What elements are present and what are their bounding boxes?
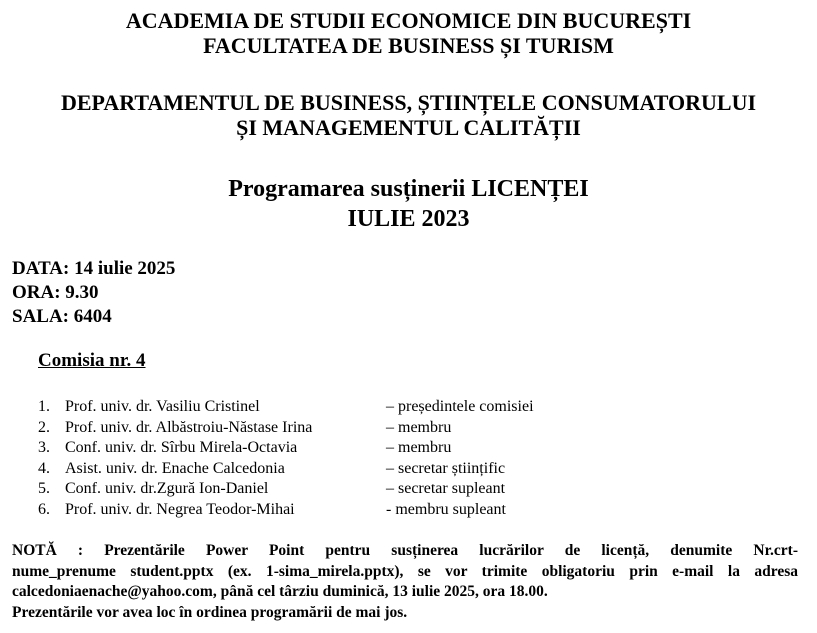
list-item [38,418,598,439]
member-number: 3. [38,439,50,456]
member-number: 6. [38,500,50,518]
member-number: 4. [38,459,50,477]
member-role: - membru supleant [386,500,506,518]
commission-title: Comisia nr. 4 [38,350,146,371]
note-line: nume_prenume student.pptx (ex. 1-sima_mirela.pptx), se vor trimite obligatoriu prin e-mail la adresa [12,562,798,580]
list-item [38,459,598,480]
member-name: Conf. univ. dr.Zgură Ion-Daniel [65,480,269,497]
department-name-line1: DEPARTAMENTUL DE BUSINESS, ȘTIINȚELE CONSUMATORULUI [60,90,757,115]
member-role: – președintele comisiei [386,398,534,415]
member-name: Prof. univ. dr. Albăstroiu-Năstase Irina [65,418,313,436]
document-title: Programarea susținerii LICENȚEI [228,176,589,202]
note-line: NOTĂ : Prezentările Power Point pentru susținerea lucrărilor de licență, denumite Nr.crt- [12,542,798,559]
institution-name: ACADEMIA DE STUDII ECONOMICE DIN BUCUREȘTI [125,8,692,33]
session-date: DATA: 14 iulie 2025 [12,258,176,279]
member-name: Asist. univ. dr. Enache Calcedonia [65,459,285,477]
member-name: Prof. univ. dr. Vasiliu Cristinel [65,398,260,415]
list-item [38,479,598,500]
note-paragraph [12,541,798,623]
member-name: Conf. univ. dr. Sîrbu Mirela-Octavia [65,439,298,456]
session-time: ORA: 9.30 [12,282,99,303]
member-role: – secretar supleant [386,480,506,497]
member-number: 5. [38,480,50,497]
member-number: 1. [38,398,50,415]
list-item [38,500,598,521]
member-role: – membru [386,439,452,456]
list-item [38,397,598,418]
member-role: – secretar științific [386,459,506,477]
department-name-line2: ȘI MANAGEMENTUL CALITĂȚII [236,115,581,140]
document-subtitle: IULIE 2023 [347,206,470,232]
session-room: SALA: 6404 [12,306,112,327]
list-item [38,438,598,459]
note-line: Prezentările vor avea loc în ordinea programării de mai jos. [12,603,408,621]
member-number: 2. [38,418,50,436]
member-name: Prof. univ. dr. Negrea Teodor-Mihai [65,500,295,518]
commission-member-list [38,397,598,520]
member-role: – membru [386,418,452,436]
note-line: calcedoniaenache@yahoo.com, până cel târziu duminică, 13 iulie 2025, ora 18.00. [12,583,548,600]
faculty-name: FACULTATEA DE BUSINESS ȘI TURISM [203,33,614,58]
